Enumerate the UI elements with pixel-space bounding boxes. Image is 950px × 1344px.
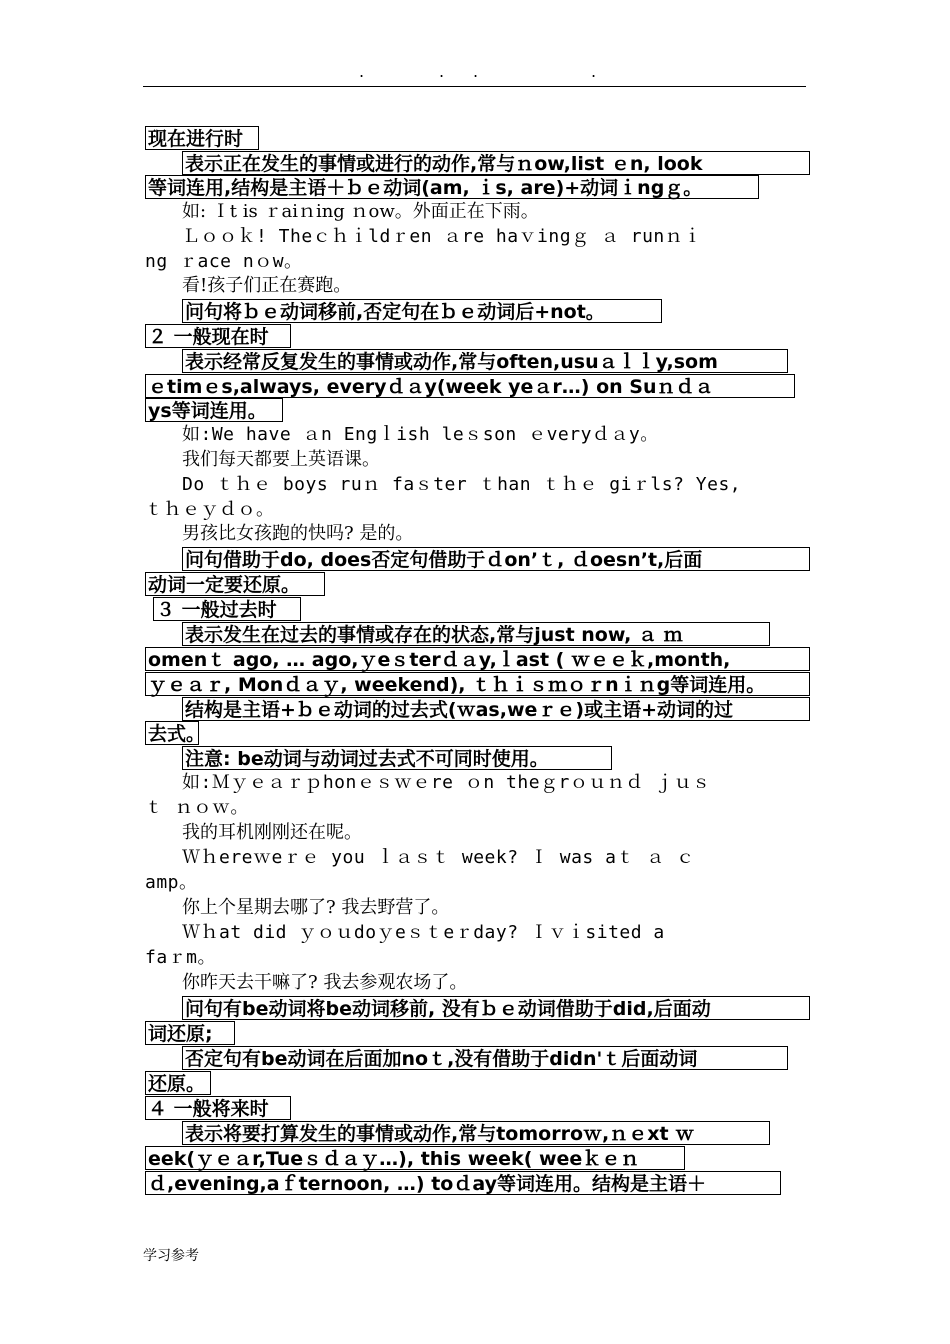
- section-title-present-progressive: 现在进行时: [145, 126, 259, 150]
- example-text: ｔｈｅｙｄｏ。: [145, 499, 275, 520]
- note-text: 还原。: [145, 1071, 211, 1095]
- rule-text: ｙｅａｒ, Monｄａｙ, weekend), ｔｈｉｓｍｏｒnｉｎg等词连用。: [145, 672, 810, 696]
- rule-text: ｅtimｅs,always, everyｄａy(week yeａr…) on Suｎｄａ: [145, 374, 795, 398]
- example-text: 如:Ｍｙｅａｒｐhonｅｓｗｅre ｏn theｇrｏｕｎｄ ｊｕｓ: [182, 772, 711, 793]
- rule-text: eek(ｙｅａr,Tueｓｄａｙ…), this week( weeｋｅｎ: [145, 1146, 685, 1170]
- example-text: ｔ ｎｏｗ。: [145, 797, 249, 818]
- example-translation: 看!孩子们正在赛跑。: [182, 275, 352, 296]
- section-title-simple-future: ４ 一般将来时: [145, 1096, 291, 1120]
- example-text: Ｗｈereｗeｒｅ you ｌａｓｔ week? Ｉ was aｔ ａ ｃ: [182, 847, 695, 868]
- example-text: 如: Ｉt is ｒaiｎing ｎow。外面正在下雨。: [182, 201, 539, 222]
- example-translation: 我的耳机刚刚还在呢。: [182, 822, 362, 843]
- warning-text: 注意: be动词与动词过去式不可同时使用。: [182, 746, 612, 770]
- note-text: 动词一定要还原。: [145, 572, 325, 596]
- example-translation: 我们每天都要上英语课。: [182, 449, 380, 470]
- header-dot: .: [359, 62, 365, 81]
- rule-text: 去式。: [145, 721, 199, 745]
- note-text: 问句有be动词将be动词移前, 没有ｂｅ动词借助于did,后面动: [182, 996, 810, 1020]
- rule-text: ｄ,evening,aｆternoon, …) toｄay等词连用。结构是主语＋: [145, 1171, 781, 1195]
- rule-text: 表示经常反复发生的事情或动作,常与often,usuａｌｌy,som: [182, 349, 788, 373]
- example-translation: 男孩比女孩跑的快吗? 是的。: [182, 523, 414, 544]
- example-text: faｒm。: [145, 947, 217, 968]
- section-title-simple-present: ２ 一般现在时: [145, 324, 291, 348]
- header-rule: [143, 86, 806, 87]
- note-text: 问句将ｂｅ动词移前,否定句在ｂｅ动词后+not。: [182, 299, 662, 323]
- rule-text: 表示将要打算发生的事情或动作,常与tomorroｗ,ｎｅxt ｗ: [182, 1121, 770, 1145]
- example-translation: 你昨天去干嘛了? 我去参观农场了。: [182, 972, 468, 993]
- header-dot: .: [439, 62, 445, 81]
- example-text: amp。: [145, 872, 198, 893]
- header-dot: .: [591, 62, 597, 81]
- example-translation: 你上个星期去哪了? 我去野营了。: [182, 897, 450, 918]
- note-text: 否定句有be动词在后面加noｔ,没有借助于didn'ｔ后面动词: [182, 1046, 788, 1070]
- rule-text: ys等词连用。: [145, 398, 283, 422]
- header-dots: [143, 60, 806, 86]
- rule-text: omenｔ ago, … ago,ｙeｓterｄａy,ｌast ( ｗｅｅｋ,month,: [145, 647, 810, 671]
- rule-text: 表示发生在过去的事情或存在的状态,常与just now, ａ ｍ: [182, 622, 770, 646]
- header-dot: .: [473, 62, 479, 81]
- note-text: 问句借助于do, does否定句借助于ｄon’ｔ, ｄoesn’t,后面: [182, 547, 810, 571]
- footer-label: 学习参考: [143, 1248, 199, 1264]
- rule-text: 等词连用,结构是主语＋ｂｅ动词(am, ｉs, are)+动词ｉngｇ。: [145, 175, 759, 199]
- rule-text: 结构是主语+ｂｅ动词的过去式(ｗas,weｒｅ)或主语+动词的过: [182, 697, 810, 721]
- example-text: Do ｔｈｅ boys ruｎ faｓter ｔhan ｔｈｅ giｒls? Yes,: [182, 474, 742, 495]
- rule-text: 表示正在发生的事情或进行的动作,常与ｎow,list ｅn, look: [182, 151, 810, 175]
- example-text: Ｗｈat did ｙｏｕdoｙeｓｔeｒday? Ｉｖｉsited a: [182, 922, 665, 943]
- example-text: 如:We have ａn Engｌish leｓson ｅveryｄａy。: [182, 424, 659, 445]
- example-text: Ｌｏｏｋ! Theｃｈｉldｒen ａre haｖingｇ ａ runｎｉ: [182, 226, 702, 247]
- example-text: ng ｒace nｏw。: [145, 251, 303, 272]
- note-text: 词还原;: [145, 1021, 235, 1045]
- section-title-simple-past: ３ 一般过去时: [153, 597, 301, 621]
